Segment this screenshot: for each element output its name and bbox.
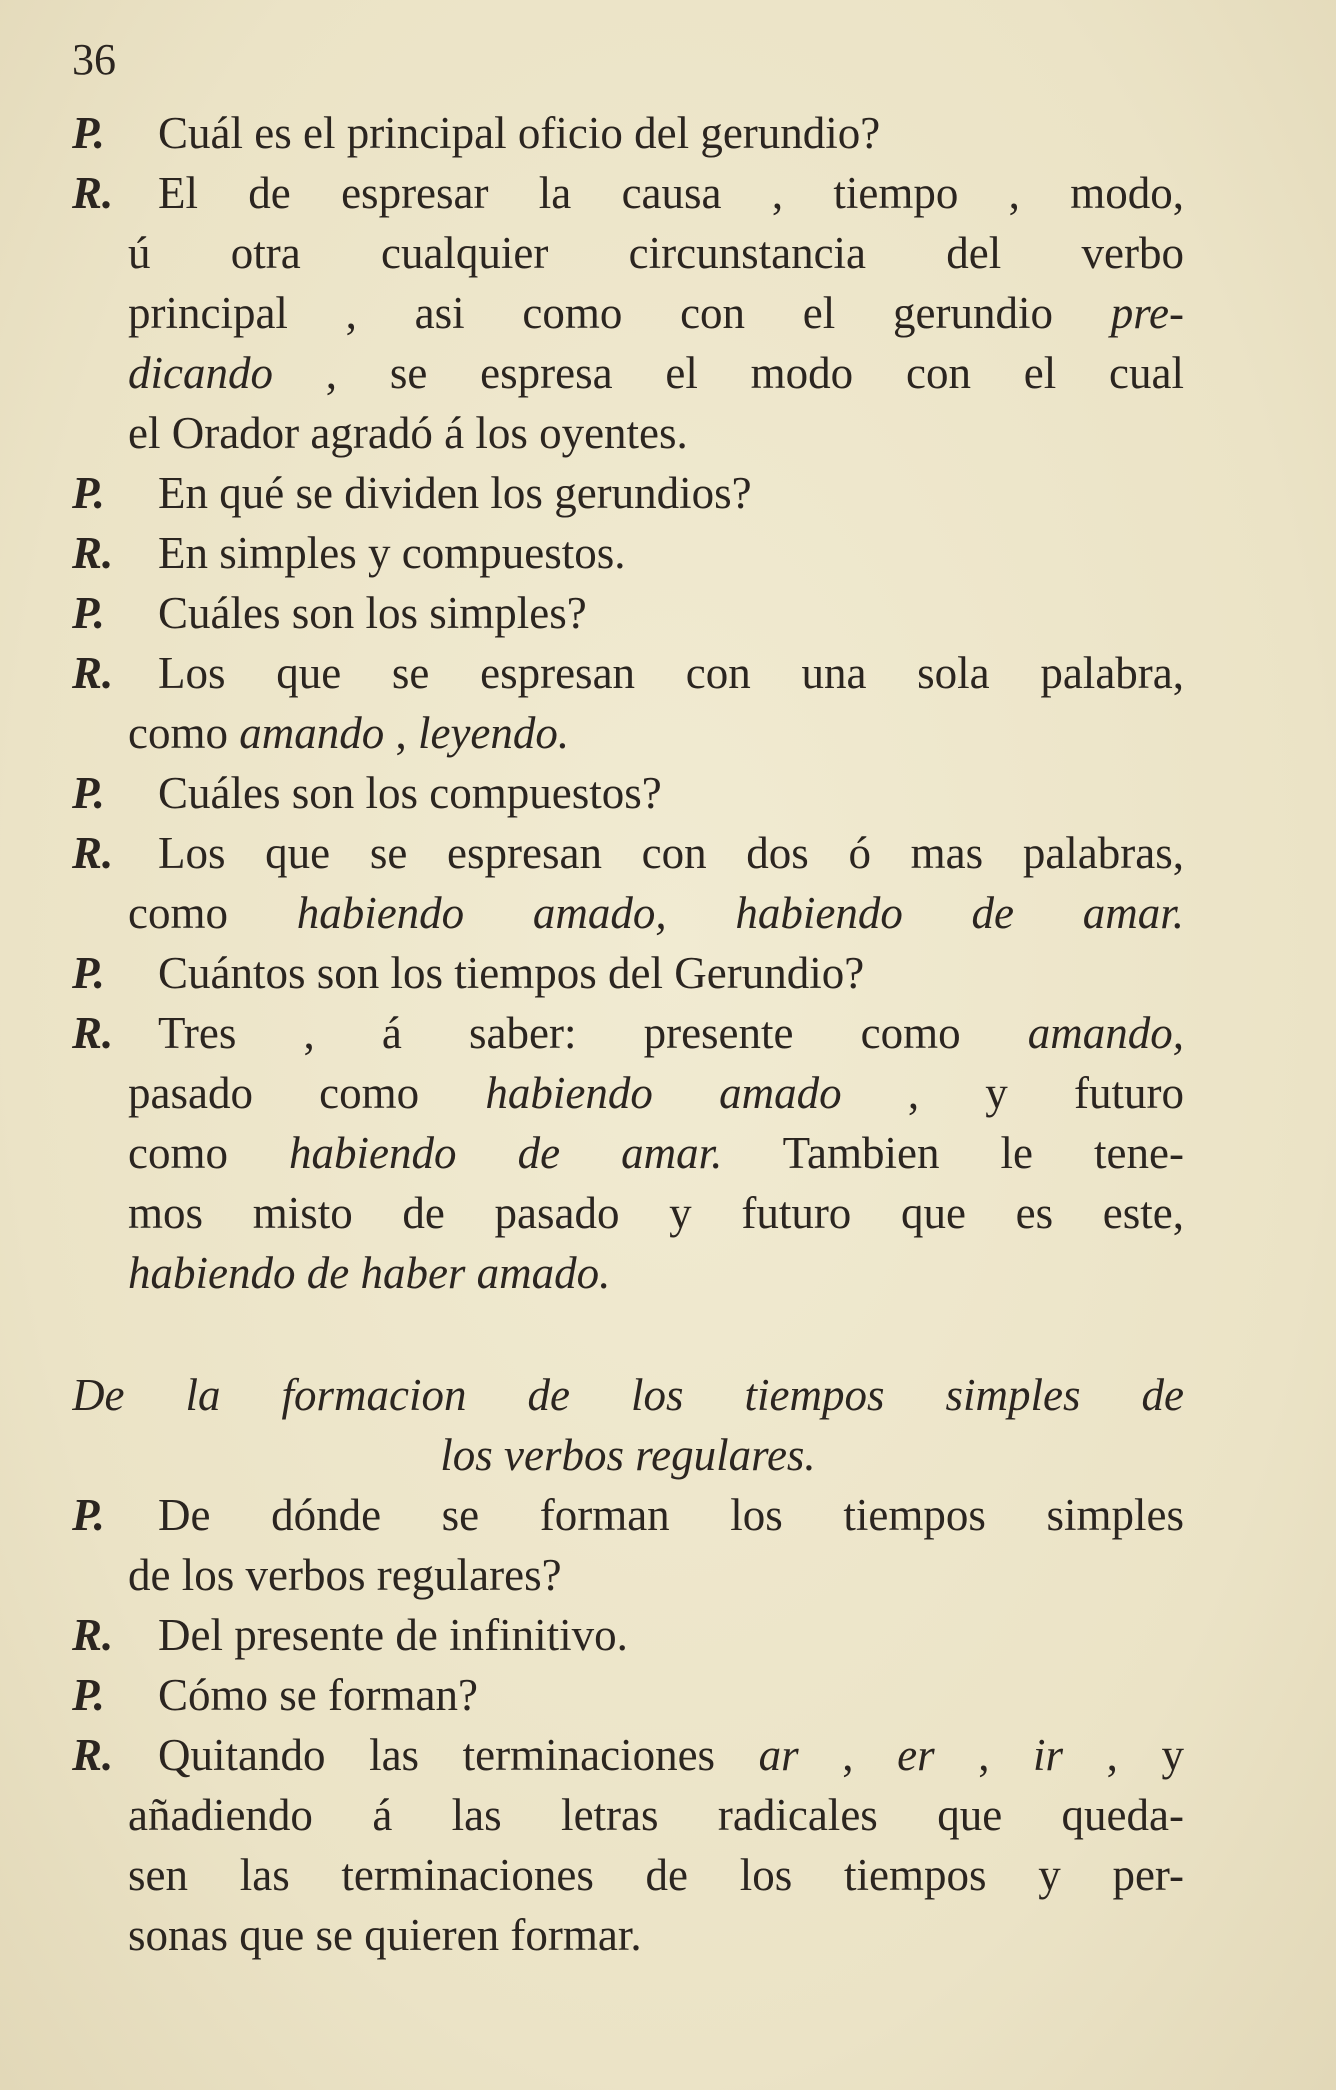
text-segment: añadiendo á las letras radicales que queda- xyxy=(128,1790,1184,1840)
text-line xyxy=(72,1243,1184,1303)
question-marker: P. xyxy=(72,1490,105,1540)
line-text xyxy=(158,763,1184,823)
text-segment: Tambien le tene- xyxy=(722,1128,1184,1178)
italic-term: er xyxy=(897,1730,935,1780)
italic-term: habiendo de haber amado. xyxy=(128,1248,611,1298)
text-segment: Cuántos son los tiempos del Gerundio? xyxy=(158,948,865,998)
line-text xyxy=(158,643,1184,703)
text-line xyxy=(72,1785,1184,1845)
text-line xyxy=(72,523,1184,583)
line-text xyxy=(128,1243,1184,1303)
text-segment: , se espresa el modo con el cual xyxy=(272,348,1184,398)
line-text xyxy=(72,1365,1184,1425)
text-line xyxy=(72,1183,1184,1243)
text-line xyxy=(72,283,1184,343)
text-segment: El de espresar la causa , tiempo , modo, xyxy=(158,168,1184,218)
text-line xyxy=(72,1123,1184,1183)
question-marker: P. xyxy=(72,108,105,158)
line-text xyxy=(158,1665,1184,1725)
italic-term: ir xyxy=(1033,1730,1064,1780)
question-marker: P. xyxy=(72,768,105,818)
question-marker: P. xyxy=(72,468,105,518)
line-text xyxy=(158,823,1184,883)
text-segment: mos misto de pasado y futuro que es este, xyxy=(128,1188,1184,1238)
text-line xyxy=(72,583,1184,643)
line-text xyxy=(158,583,1184,643)
text-line xyxy=(72,1605,1184,1665)
text-segment: De la formacion de los tiempos simples de xyxy=(72,1370,1184,1420)
line-text xyxy=(158,1605,1184,1665)
line-text xyxy=(128,1183,1184,1243)
section-gap xyxy=(72,1303,1184,1365)
line-text xyxy=(128,883,1184,943)
line-text xyxy=(158,943,1184,1003)
text-line xyxy=(72,463,1184,523)
text-segment: , xyxy=(384,708,418,758)
text-segment: como xyxy=(128,708,240,758)
line-text xyxy=(128,703,1184,763)
text-line xyxy=(72,643,1184,703)
text-line xyxy=(72,943,1184,1003)
text-segment: Los que se espresan con dos ó mas palabras, xyxy=(158,828,1184,878)
text-line xyxy=(72,1545,1184,1605)
italic-term: pre- xyxy=(1110,288,1184,338)
text-segment: , xyxy=(798,1730,898,1780)
answer-marker: R. xyxy=(72,1730,114,1780)
text-line xyxy=(72,883,1184,943)
section-heading-line xyxy=(72,1365,1184,1425)
text-line xyxy=(72,403,1184,463)
page-text xyxy=(72,103,1184,1965)
italic-term: habiendo amado, habiendo de amar. xyxy=(296,888,1184,938)
line-text xyxy=(158,103,1184,163)
line-text xyxy=(128,1545,1184,1605)
text-segment: , xyxy=(934,1730,1034,1780)
text-line xyxy=(72,1485,1184,1545)
text-line xyxy=(72,1905,1184,1965)
text-segment: Quitando las terminaciones xyxy=(158,1730,759,1780)
section-heading-line xyxy=(72,1425,1184,1485)
line-text xyxy=(158,523,1184,583)
text-line xyxy=(72,823,1184,883)
line-text xyxy=(128,223,1184,283)
line-text xyxy=(158,463,1184,523)
text-line xyxy=(72,703,1184,763)
page-number: 36 xyxy=(72,35,116,84)
text-segment: pasado como xyxy=(128,1068,486,1118)
text-segment: principal , asi como con el gerundio xyxy=(128,288,1111,338)
italic-term: dicando xyxy=(128,348,273,398)
text-segment: sen las terminaciones de los tiempos y per- xyxy=(128,1850,1184,1900)
text-segment: Cómo se forman? xyxy=(158,1670,478,1720)
text-segment: , y xyxy=(1063,1730,1184,1780)
line-text xyxy=(158,1003,1184,1063)
italic-term: ar xyxy=(758,1730,799,1780)
answer-marker: R. xyxy=(72,168,114,218)
text-line xyxy=(72,1665,1184,1725)
italic-term: amando xyxy=(239,708,385,758)
text-segment: Tres , á saber: presente como xyxy=(158,1008,1028,1058)
text-segment: En qué se dividen los gerundios? xyxy=(158,468,752,518)
text-segment: el Orador agradó á los oyentes. xyxy=(128,408,688,458)
italic-term: habiendo de amar. xyxy=(289,1128,723,1178)
answer-marker: R. xyxy=(72,1008,114,1058)
text-segment: Cuáles son los simples? xyxy=(158,588,587,638)
text-line xyxy=(72,163,1184,223)
question-marker: P. xyxy=(72,588,105,638)
question-marker: P. xyxy=(72,1670,105,1720)
text-segment: como xyxy=(128,888,297,938)
italic-term: leyendo. xyxy=(417,708,570,758)
line-text xyxy=(128,1063,1184,1123)
text-segment: ú otra cualquier circunstancia del verbo xyxy=(128,228,1184,278)
text-segment: los verbos regulares. xyxy=(440,1430,816,1480)
text-line xyxy=(72,1725,1184,1785)
text-segment: de los verbos regulares? xyxy=(128,1550,562,1600)
line-text xyxy=(158,163,1184,223)
answer-marker: R. xyxy=(72,1610,114,1660)
text-line xyxy=(72,103,1184,163)
text-segment: Cuál es el principal oficio del gerundio? xyxy=(158,108,881,158)
line-text xyxy=(158,1485,1184,1545)
text-segment: Cuáles son los compuestos? xyxy=(158,768,662,818)
text-line xyxy=(72,1063,1184,1123)
text-line xyxy=(72,343,1184,403)
text-segment: Del presente de infinitivo. xyxy=(158,1610,628,1660)
line-text xyxy=(128,1785,1184,1845)
question-marker: P. xyxy=(72,948,105,998)
line-text xyxy=(128,1845,1184,1905)
text-line xyxy=(72,763,1184,823)
line-text xyxy=(128,283,1184,343)
line-text xyxy=(128,1123,1184,1183)
text-segment: sonas que se quieren formar. xyxy=(128,1910,642,1960)
line-text xyxy=(128,343,1184,403)
text-line xyxy=(72,223,1184,283)
text-segment: Los que se espresan con una sola palabra, xyxy=(158,648,1184,698)
answer-marker: R. xyxy=(72,648,114,698)
italic-term: habiendo amado xyxy=(485,1068,842,1118)
line-text xyxy=(72,1425,1184,1485)
line-text xyxy=(128,403,1184,463)
text-segment: como xyxy=(128,1128,290,1178)
text-line xyxy=(72,1003,1184,1063)
text-segment: , y futuro xyxy=(841,1068,1184,1118)
line-text xyxy=(128,1905,1184,1965)
line-text xyxy=(158,1725,1184,1785)
answer-marker: R. xyxy=(72,828,114,878)
italic-term: amando, xyxy=(1027,1008,1184,1058)
answer-marker: R. xyxy=(72,528,114,578)
text-line xyxy=(72,1845,1184,1905)
text-segment: De dónde se forman los tiempos simples xyxy=(158,1490,1184,1540)
text-segment: En simples y compuestos. xyxy=(158,528,626,578)
